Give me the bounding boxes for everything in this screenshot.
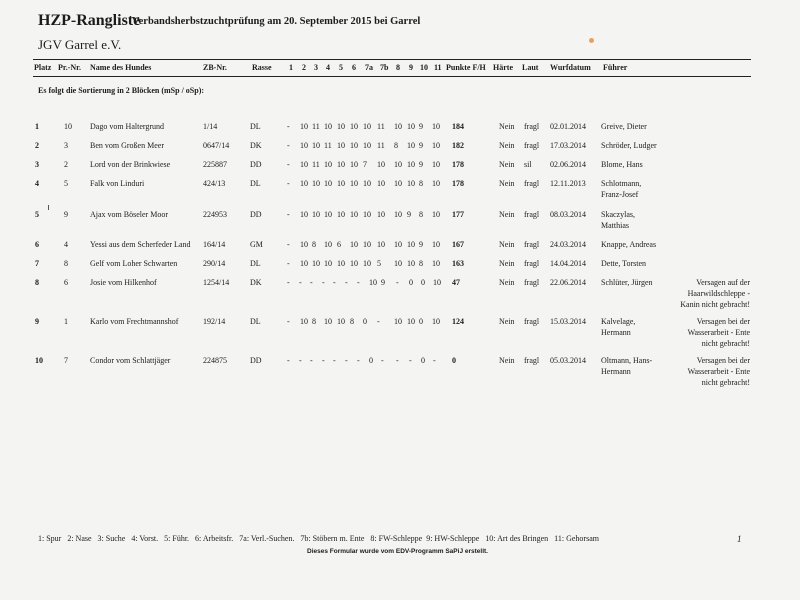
score-cell: -	[396, 278, 399, 287]
row-punkte: 0	[452, 356, 456, 365]
sort-note: Es folgt die Sortierung in 2 Blöcken (mSp / oSp):	[38, 86, 205, 95]
score-cell: -	[345, 356, 348, 365]
score-cell: 10	[350, 210, 358, 219]
row-rasse: GM	[250, 240, 263, 249]
score-cell: 10	[363, 122, 371, 131]
row-zb: 225887	[203, 160, 227, 169]
row-punkte: 182	[452, 141, 464, 150]
score-cell: 10	[377, 179, 385, 188]
col-f7a: 7a	[365, 63, 373, 72]
score-cell: 10	[350, 160, 358, 169]
score-cell: -	[299, 356, 302, 365]
score-cell: 10	[350, 122, 358, 131]
score-cell: 10	[300, 259, 308, 268]
row-laut: fragl	[524, 179, 540, 188]
score-cell: 10	[407, 141, 415, 150]
row-punkte: 178	[452, 179, 464, 188]
row-laut: fragl	[524, 356, 540, 365]
row-fuehrer: Knappe, Andreas	[601, 240, 657, 249]
score-cell: 10	[363, 240, 371, 249]
row-haerte: Nein	[499, 160, 515, 169]
row-haerte: Nein	[499, 141, 515, 150]
score-cell: -	[357, 278, 360, 287]
row-wurf: 22.06.2014	[550, 278, 586, 287]
row-fuehrer-line2: Hermann	[601, 328, 631, 337]
score-cell: 9	[419, 240, 423, 249]
col-f1: 1	[289, 63, 293, 72]
score-cell: 10	[432, 179, 440, 188]
row-fuehrer-line2: Matthias	[601, 221, 629, 230]
score-cell: 10	[363, 179, 371, 188]
score-cell: 11	[312, 122, 320, 131]
row-name: Karlo vom Frechtmannshof	[90, 317, 179, 326]
score-cell: 10	[300, 122, 308, 131]
score-cell: -	[409, 356, 412, 365]
score-cell: 10	[312, 259, 320, 268]
row-rasse: DD	[250, 356, 262, 365]
score-cell: 10	[300, 210, 308, 219]
col-f4: 4	[326, 63, 330, 72]
score-cell: 10	[337, 179, 345, 188]
score-cell: -	[287, 179, 290, 188]
score-cell: 8	[350, 317, 354, 326]
score-cell: -	[396, 356, 399, 365]
score-cell: 8	[394, 141, 398, 150]
score-cell: 9	[419, 141, 423, 150]
row-rasse: DK	[250, 141, 262, 150]
score-cell: 5	[377, 259, 381, 268]
score-cell: -	[287, 122, 290, 131]
footer-legend: 1: Spur 2: Nase 3: Suche 4: Vorst. 5: Führ. 6: Arbeitsfr. 7a: Verl.-Suchen. 7b: Stöbern m. Ente 8: FW-Schleppe 9: HW-Schleppe 10: Art des Bringen 11: Gehorsam	[38, 534, 599, 543]
row-prnr: 7	[64, 356, 68, 365]
row-rasse: DL	[250, 179, 261, 188]
row-wurf: 15.03.2014	[550, 317, 586, 326]
score-cell: 8	[419, 259, 423, 268]
row-prnr: 3	[64, 141, 68, 150]
score-cell: 10	[407, 317, 415, 326]
row-zb: 224875	[203, 356, 227, 365]
score-cell: -	[345, 278, 348, 287]
score-cell: -	[322, 278, 325, 287]
row-prnr: 2	[64, 160, 68, 169]
header-top-rule	[33, 59, 751, 60]
col-f11: 11	[434, 63, 442, 72]
score-cell: -	[287, 160, 290, 169]
score-cell: 10	[377, 160, 385, 169]
score-cell: -	[287, 317, 290, 326]
row-punkte: 47	[452, 278, 460, 287]
row-haerte: Nein	[499, 259, 515, 268]
score-cell: 10	[350, 141, 358, 150]
row-laut: fragl	[524, 259, 540, 268]
score-cell: 6	[337, 240, 341, 249]
row-haerte: Nein	[499, 278, 515, 287]
row-haerte: Nein	[499, 240, 515, 249]
col-wurf: Wurfdatum	[550, 63, 591, 72]
score-cell: 10	[394, 210, 402, 219]
row-platz: 8	[35, 278, 39, 287]
col-platz: Platz	[34, 63, 52, 72]
row-zb: 192/14	[203, 317, 226, 326]
score-cell: 9	[381, 278, 385, 287]
row-remark: Haarwildschleppe -	[687, 289, 750, 298]
score-cell: 0	[363, 317, 367, 326]
page-subtitle: Verbandsherbstzuchtprüfung am 20. September 2015 bei Garrel	[132, 16, 421, 27]
score-cell: 10	[300, 160, 308, 169]
row-prnr: 6	[64, 278, 68, 287]
row-rasse: DK	[250, 278, 262, 287]
row-wurf: 14.04.2014	[550, 259, 586, 268]
score-cell: -	[287, 240, 290, 249]
score-cell: -	[287, 278, 290, 287]
col-f6: 6	[352, 63, 356, 72]
col-punkte: Punkte F/H	[446, 63, 486, 72]
score-cell: 11	[324, 141, 332, 150]
row-platz: 2	[35, 141, 39, 150]
row-prnr: 5	[64, 179, 68, 188]
col-rasse: Rasse	[252, 63, 272, 72]
score-cell: 0	[421, 278, 425, 287]
row-laut: fragl	[524, 317, 540, 326]
score-cell: 10	[337, 210, 345, 219]
score-cell: 10	[363, 210, 371, 219]
row-platz: 9	[35, 317, 39, 326]
score-cell: 10	[432, 317, 440, 326]
col-f3: 3	[314, 63, 318, 72]
score-cell: -	[333, 356, 336, 365]
row-wurf: 02.01.2014	[550, 122, 586, 131]
row-prnr: 9	[64, 210, 68, 219]
row-rasse: DD	[250, 210, 262, 219]
row-fuehrer: Schlotmann,	[601, 179, 642, 188]
row-laut: fragl	[524, 240, 540, 249]
row-wurf: 24.03.2014	[550, 240, 586, 249]
row-fuehrer-line2: Hermann	[601, 367, 631, 376]
row-name: Gelf vom Loher Schwarten	[90, 259, 178, 268]
row-zb: 290/14	[203, 259, 226, 268]
score-cell: 10	[394, 259, 402, 268]
score-cell: -	[333, 278, 336, 287]
score-cell: 10	[432, 141, 440, 150]
score-cell: 10	[407, 259, 415, 268]
score-cell: 8	[312, 240, 316, 249]
row-remark: nicht gebracht!	[701, 378, 750, 387]
score-cell: 10	[337, 160, 345, 169]
header-bottom-rule	[33, 76, 751, 77]
score-cell: -	[377, 317, 380, 326]
score-cell: 10	[337, 122, 345, 131]
score-cell: 11	[312, 160, 320, 169]
row-wurf: 12.11.2013	[550, 179, 586, 188]
score-cell: 8	[419, 210, 423, 219]
row-fuehrer: Schlüter, Jürgen	[601, 278, 653, 287]
score-cell: -	[299, 278, 302, 287]
score-cell: 10	[337, 259, 345, 268]
row-haerte: Nein	[499, 122, 515, 131]
score-cell: 9	[419, 122, 423, 131]
row-rasse: DL	[250, 122, 261, 131]
row-zb: 1254/14	[203, 278, 230, 287]
score-cell: -	[310, 356, 313, 365]
score-cell: -	[287, 210, 290, 219]
score-cell: 10	[407, 179, 415, 188]
score-cell: 10	[350, 259, 358, 268]
col-f5: 5	[339, 63, 343, 72]
row-zb: 164/14	[203, 240, 226, 249]
score-cell: 10	[324, 160, 332, 169]
score-cell: 0	[419, 317, 423, 326]
score-cell: 10	[300, 179, 308, 188]
row-name: Lord von der Brinkwiese	[90, 160, 171, 169]
score-cell: 10	[433, 278, 441, 287]
score-cell: -	[322, 356, 325, 365]
row-rasse: DD	[250, 160, 262, 169]
row-haerte: Nein	[499, 210, 515, 219]
score-cell: 11	[377, 122, 385, 131]
row-remark: Wasserarbeit - Ente	[687, 367, 750, 376]
row-zb: 0647/14	[203, 141, 230, 150]
score-cell: 10	[324, 259, 332, 268]
row-rasse: DL	[250, 317, 261, 326]
score-cell: 0	[369, 356, 373, 365]
col-laut: Laut	[522, 63, 539, 72]
row-fuehrer: Skaczylas,	[601, 210, 635, 219]
score-cell: 10	[394, 317, 402, 326]
row-wurf: 08.03.2014	[550, 210, 586, 219]
score-cell: 10	[337, 317, 345, 326]
score-cell: 8	[419, 179, 423, 188]
row-fuehrer: Greive, Dieter	[601, 122, 647, 131]
row-platz: 1	[35, 122, 39, 131]
row-prnr: 10	[64, 122, 72, 131]
score-cell: 10	[324, 210, 332, 219]
row-remark: Versagen bei der	[696, 317, 750, 326]
color-dot	[589, 38, 594, 43]
row-platz: 6	[35, 240, 39, 249]
col-name: Name des Hundes	[90, 63, 152, 72]
row-platz: 7	[35, 259, 39, 268]
row-remark: Kanin nicht gebracht!	[680, 300, 750, 309]
score-cell: 0	[421, 356, 425, 365]
score-cell: -	[287, 141, 290, 150]
col-f7b: 7b	[380, 63, 389, 72]
row-punkte: 177	[452, 210, 464, 219]
score-cell: 10	[312, 179, 320, 188]
col-haerte: Härte	[493, 63, 513, 72]
page-title: HZP-Rangliste	[38, 12, 141, 29]
score-cell: 10	[377, 210, 385, 219]
score-cell: 10	[300, 317, 308, 326]
score-cell: 10	[432, 210, 440, 219]
score-cell: -	[287, 356, 290, 365]
row-remark: Versagen auf der	[696, 278, 750, 287]
score-cell: 11	[377, 141, 385, 150]
col-f2: 2	[302, 63, 306, 72]
score-cell: 10	[432, 122, 440, 131]
row-punkte: 163	[452, 259, 464, 268]
row-fuehrer: Schröder, Ludger	[601, 141, 657, 150]
score-cell: 10	[350, 179, 358, 188]
row-name: Ajax vom Böseler Moor	[90, 210, 168, 219]
row-haerte: Nein	[499, 356, 515, 365]
row-name: Condor vom Schlattjäger	[90, 356, 171, 365]
row-wurf: 05.03.2014	[550, 356, 586, 365]
row-zb: 1/14	[203, 122, 218, 131]
row-name: Josie vom Hilkenhof	[90, 278, 157, 287]
row-remark: nicht gebracht!	[701, 339, 750, 348]
score-cell: 10	[324, 317, 332, 326]
score-cell: -	[381, 356, 384, 365]
row-wurf: 17.03.2014	[550, 141, 586, 150]
score-cell: 10	[369, 278, 377, 287]
score-cell: -	[287, 259, 290, 268]
row-laut: fragl	[524, 210, 540, 219]
row-platz: 3	[35, 160, 39, 169]
row-name: Falk von Linduri	[90, 179, 145, 188]
row-laut: fragl	[524, 278, 540, 287]
row-name: Yessi aus dem Scherfeder Land	[90, 240, 191, 249]
score-cell: 10	[324, 179, 332, 188]
score-cell: 9	[407, 210, 411, 219]
score-cell: 0	[409, 278, 413, 287]
row-prnr: 8	[64, 259, 68, 268]
score-cell: 10	[432, 240, 440, 249]
score-cell: 10	[350, 240, 358, 249]
row-punkte: 184	[452, 122, 464, 131]
score-cell: 10	[300, 141, 308, 150]
score-cell: 10	[407, 240, 415, 249]
score-cell: 10	[394, 122, 402, 131]
row-remark: Versagen bei der	[696, 356, 750, 365]
score-cell: 10	[394, 240, 402, 249]
score-cell: 10	[363, 141, 371, 150]
col-prnr: Pr.-Nr.	[58, 63, 81, 72]
club-name: JGV Garrel e.V.	[38, 37, 122, 52]
score-cell: 10	[324, 240, 332, 249]
row-platz: 10	[35, 356, 43, 365]
score-cell: 10	[300, 240, 308, 249]
row-punkte: 178	[452, 160, 464, 169]
score-cell: 10	[394, 160, 402, 169]
row-fuehrer: Dette, Torsten	[601, 259, 647, 268]
score-cell: 10	[394, 179, 402, 188]
row-zb: 424/13	[203, 179, 226, 188]
row-wurf: 02.06.2014	[550, 160, 586, 169]
score-cell: 10	[432, 259, 440, 268]
row-name: Dago vom Haltergrund	[90, 122, 165, 131]
scan-mark	[48, 205, 49, 210]
score-cell: 8	[312, 317, 316, 326]
col-f9: 9	[409, 63, 413, 72]
row-punkte: 167	[452, 240, 464, 249]
score-cell: -	[433, 356, 436, 365]
score-cell: 10	[363, 259, 371, 268]
col-fuehrer: Führer	[603, 63, 628, 72]
col-f8: 8	[396, 63, 400, 72]
row-punkte: 124	[452, 317, 464, 326]
footer-note: Dieses Formular wurde vom EDV-Programm SaPiJ erstellt.	[307, 548, 488, 555]
row-fuehrer: Blome, Hans	[601, 160, 643, 169]
row-platz: 5	[35, 210, 39, 219]
score-cell: 7	[363, 160, 367, 169]
row-remark: Wasserarbeit - Ente	[687, 328, 750, 337]
row-fuehrer: Kalvelage,	[601, 317, 636, 326]
score-cell: 10	[377, 240, 385, 249]
score-cell: 10	[312, 210, 320, 219]
score-cell: 10	[324, 122, 332, 131]
row-fuehrer-line2: Franz-Josef	[601, 190, 639, 199]
score-cell: -	[310, 278, 313, 287]
row-laut: sil	[524, 160, 532, 169]
row-laut: fragl	[524, 122, 540, 131]
row-name: Ben vom Großen Meer	[90, 141, 164, 150]
row-haerte: Nein	[499, 179, 515, 188]
score-cell: 9	[419, 160, 423, 169]
score-cell: 10	[312, 141, 320, 150]
row-zb: 224953	[203, 210, 227, 219]
score-cell: 10	[407, 122, 415, 131]
col-zb: ZB-Nr.	[203, 63, 227, 72]
score-cell: -	[357, 356, 360, 365]
page-number: 1	[737, 534, 742, 544]
row-platz: 4	[35, 179, 39, 188]
row-fuehrer: Oltmann, Hans-	[601, 356, 653, 365]
row-rasse: DL	[250, 259, 261, 268]
score-cell: 10	[432, 160, 440, 169]
row-laut: fragl	[524, 141, 540, 150]
score-cell: 10	[337, 141, 345, 150]
row-haerte: Nein	[499, 317, 515, 326]
score-cell: 10	[407, 160, 415, 169]
row-prnr: 4	[64, 240, 68, 249]
row-prnr: 1	[64, 317, 68, 326]
col-f10: 10	[420, 63, 428, 72]
